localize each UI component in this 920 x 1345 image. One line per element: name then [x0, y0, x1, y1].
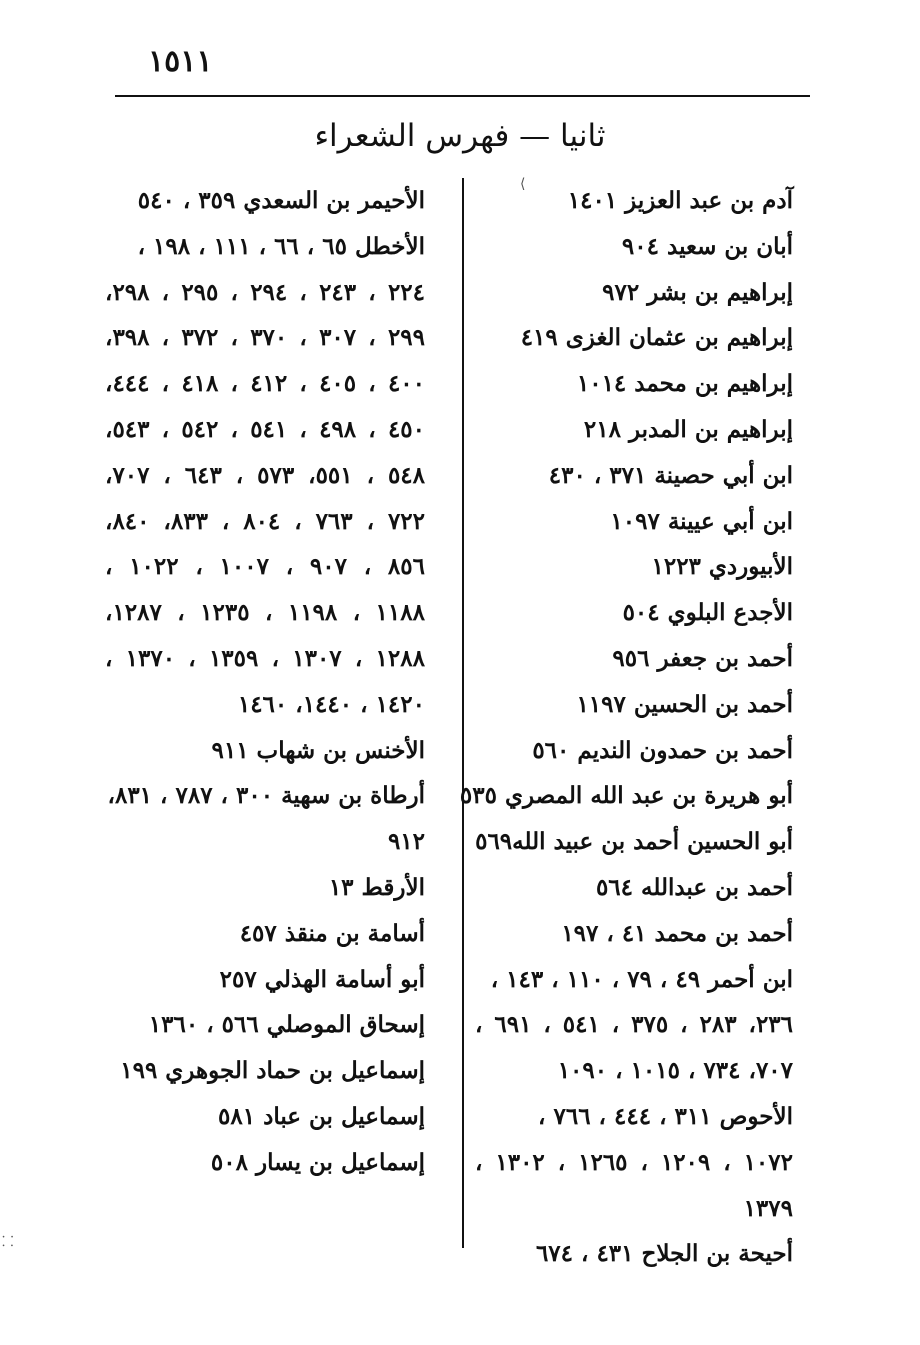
- index-entry: إبراهيم بن بشر ٩٧٢: [602, 278, 793, 306]
- index-entry: ابن أبي عيينة ١٠٩٧: [610, 507, 793, 535]
- column-divider: [462, 178, 464, 1248]
- index-entry: الأرقط ١٣: [328, 873, 425, 901]
- index-entry: إسماعيل بن عباد ٥٨١: [218, 1102, 425, 1130]
- index-entry-continuation: ٩١٢: [387, 828, 425, 856]
- index-entry: الأبيوردي ١٢٢٣: [651, 553, 793, 581]
- index-entry-continuation: ١٢٨٨ ، ١٣٠٧ ، ١٣٥٩ ، ١٣٧٠ ،: [105, 644, 425, 672]
- index-entry: الأخنس بن شهاب ٩١١: [211, 736, 425, 764]
- index-entry-continuation: ١١٨٨ ، ١١٩٨ ، ١٢٣٥ ، ١٢٨٧،: [105, 599, 425, 627]
- index-entry: الأحيمر بن السعدي ٣٥٩ ، ٥٤٠: [137, 187, 425, 214]
- index-entry-continuation: ٧٠٧، ٧٣٤ ، ١٠١٥ ، ١٠٩٠: [557, 1057, 793, 1085]
- margin-mark: ⸬: [2, 1234, 14, 1250]
- index-entry: آدم بن عبد العزيز ١٤٠١: [567, 187, 793, 214]
- index-entry: أحمد بن الحسين ١١٩٧: [576, 690, 793, 718]
- index-entry: الأخطل ٦٥ ، ٦٦ ، ١١١ ، ١٩٨ ،: [137, 232, 425, 260]
- index-entry: أحمد بن حمدون النديم ٥٦٠: [532, 736, 793, 764]
- left-column: [105, 182, 425, 1190]
- index-entry: إبراهيم بن محمد ١٠١٤: [576, 370, 793, 398]
- index-entry: إسماعيل بن حماد الجوهري ١٩٩: [120, 1057, 425, 1085]
- index-entry: أبو الحسين أحمد بن عبيد الله٥٦٩: [475, 828, 793, 856]
- index-entry-continuation: ٧٢٢ ، ٧٦٣ ، ٨٠٤ ، ٨٣٣، ٨٤٠،: [105, 507, 425, 535]
- index-entry-continuation: ١٤٢٠ ، ١٤٤٠، ١٤٦٠: [237, 690, 425, 718]
- page-number: ١٥١١: [148, 44, 213, 79]
- index-entry-continuation: ٤٥٠ ، ٤٩٨ ، ٥٤١ ، ٥٤٢ ، ٥٤٣،: [105, 415, 425, 443]
- index-entry: أبو أسامة الهذلي ٢٥٧: [219, 965, 425, 993]
- index-entry: أسامة بن منقذ ٤٥٧: [239, 919, 425, 947]
- index-entry: أحمد بن جعفر ٩٥٦: [612, 644, 793, 672]
- index-entry: إسحاق الموصلي ٥٦٦ ، ١٣٦٠: [148, 1011, 425, 1039]
- index-entry: أحمد بن عبدالله ٥٦٤: [595, 873, 793, 901]
- index-entry: أحمد بن محمد ٤١ ، ١٩٧: [561, 919, 793, 947]
- index-entry: أرطاة بن سهية ٣٠٠ ، ٧٨٧ ، ٨٣١،: [107, 782, 425, 810]
- index-entry: إبراهيم بن المدبر ٢١٨: [583, 415, 793, 443]
- index-entry: إسماعيل بن يسار ٥٠٨: [210, 1148, 425, 1176]
- index-entry-continuation: ١٠٧٢ ، ١٢٠٩ ، ١٢٦٥ ، ١٣٠٢ ،: [475, 1148, 793, 1176]
- index-entry: أحيحة بن الجلاح ٤٣١ ، ٦٧٤: [535, 1240, 793, 1268]
- margin-mark: ⟨: [520, 176, 526, 192]
- right-column: [459, 182, 793, 1281]
- index-entry-continuation: ٨٥٦ ، ٩٠٧ ، ١٠٠٧ ، ١٠٢٢ ،: [105, 553, 425, 581]
- section-title: ثانيا — فهرس الشعراء: [314, 118, 606, 154]
- index-entry: أبان بن سعيد ٩٠٤: [621, 232, 793, 260]
- index-entry: ابن أبي حصينة ٣٧١ ، ٤٣٠: [548, 461, 793, 489]
- index-entry: أبو هريرة بن عبد الله المصري ٥٣٥: [459, 782, 793, 810]
- index-entry-continuation: ٢٩٩ ، ٣٠٧ ، ٣٧٠ ، ٣٧٢ ، ٣٩٨،: [105, 324, 425, 352]
- index-entry: الأحوص ٣١١ ، ٤٤٤ ، ٧٦٦ ،: [538, 1102, 793, 1130]
- index-entry: إبراهيم بن عثمان الغزى ٤١٩: [520, 324, 793, 352]
- index-entry-continuation: ١٣٧٩: [743, 1194, 793, 1222]
- header-rule: [115, 95, 810, 97]
- index-entry: ابن أحمر ٤٩ ، ٧٩ ، ١١٠ ، ١٤٣ ،: [490, 965, 793, 993]
- index-entry-continuation: ٢٣٦، ٢٨٣ ، ٣٧٥ ، ٥٤١ ، ٦٩١ ،: [475, 1011, 793, 1039]
- index-entry-continuation: ٤٠٠ ، ٤٠٥ ، ٤١٢ ، ٤١٨ ، ٤٤٤،: [105, 370, 425, 398]
- index-entry: الأجدع البلوي ٥٠٤: [622, 599, 793, 627]
- index-entry-continuation: ٥٤٨ ، ٥٥١، ٥٧٣ ، ٦٤٣ ، ٧٠٧،: [105, 461, 425, 489]
- index-entry-continuation: ٢٢٤ ، ٢٤٣ ، ٢٩٤ ، ٢٩٥ ، ٢٩٨،: [105, 278, 425, 306]
